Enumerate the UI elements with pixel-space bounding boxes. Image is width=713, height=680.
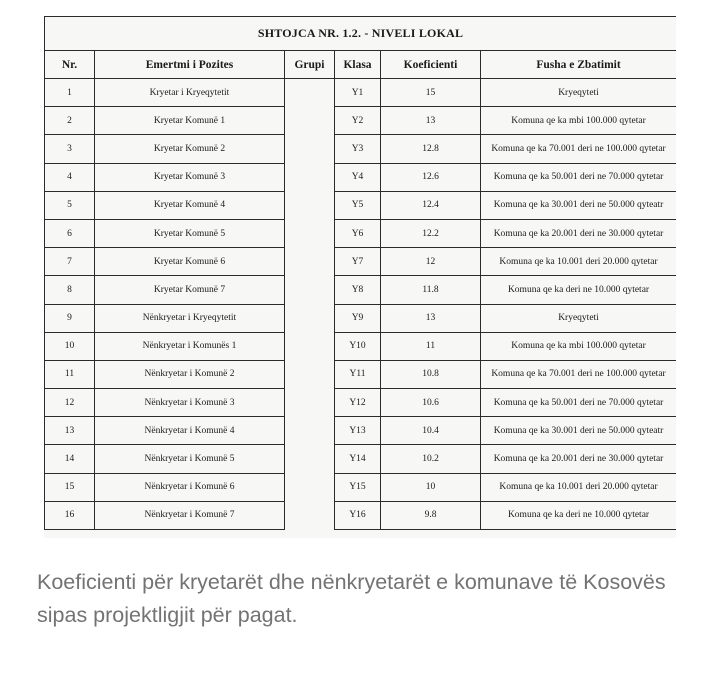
- table-row: [45, 389, 677, 417]
- row-nr: 10: [45, 332, 95, 360]
- row-pozita: Nënkryetar i Komunës 1: [95, 332, 285, 360]
- row-fusha: Komuna qe ka 20.001 deri ne 30.000 qytetar: [481, 445, 677, 473]
- row-nr: 3: [45, 135, 95, 163]
- table-row: [45, 135, 677, 163]
- table-title: SHTOJCA NR. 1.2. - NIVELI LOKAL: [45, 17, 677, 51]
- row-nr: 14: [45, 445, 95, 473]
- row-pozita: Kryetar i Kryeqytetit: [95, 79, 285, 107]
- table-row: [45, 79, 677, 107]
- row-grupi: [285, 360, 335, 388]
- table-row: [45, 473, 677, 501]
- row-klasa: Y7: [335, 248, 381, 276]
- row-grupi: [285, 107, 335, 135]
- row-nr: 9: [45, 304, 95, 332]
- row-koeficienti: 12.8: [381, 135, 481, 163]
- table-row: [45, 276, 677, 304]
- row-grupi: [285, 332, 335, 360]
- table-row: [45, 248, 677, 276]
- row-koeficienti: 13: [381, 107, 481, 135]
- table-row: [45, 219, 677, 247]
- row-nr: 13: [45, 417, 95, 445]
- header-nr: Nr.: [45, 51, 95, 79]
- table-row: [45, 163, 677, 191]
- row-koeficienti: 12: [381, 248, 481, 276]
- table-row: [45, 360, 677, 388]
- table-body: [45, 79, 677, 530]
- row-fusha: Komuna qe ka 30.001 deri ne 50.000 qyteatr: [481, 191, 677, 219]
- row-grupi: [285, 445, 335, 473]
- row-koeficienti: 12.2: [381, 219, 481, 247]
- row-fusha: Kryeqyteti: [481, 304, 677, 332]
- table-row: [45, 304, 677, 332]
- header-koeficienti: Koeficienti: [381, 51, 481, 79]
- header-fusha: Fusha e Zbatimit: [481, 51, 677, 79]
- row-koeficienti: 9.8: [381, 501, 481, 529]
- row-grupi: [285, 501, 335, 529]
- row-pozita: Nënkryetar i Komunë 2: [95, 360, 285, 388]
- row-koeficienti: 10: [381, 473, 481, 501]
- row-fusha: Komuna qe ka 70.001 deri ne 100.000 qytetar: [481, 135, 677, 163]
- row-grupi: [285, 163, 335, 191]
- row-fusha: Kryeqyteti: [481, 79, 677, 107]
- row-klasa: Y3: [335, 135, 381, 163]
- row-klasa: Y8: [335, 276, 381, 304]
- table-header-row: [45, 51, 677, 79]
- header-klasa: Klasa: [335, 51, 381, 79]
- row-grupi: [285, 219, 335, 247]
- row-fusha: Komuna qe ka 10.001 deri 20.000 qytetar: [481, 473, 677, 501]
- row-pozita: Kryetar Komunë 1: [95, 107, 285, 135]
- row-klasa: Y14: [335, 445, 381, 473]
- row-grupi: [285, 304, 335, 332]
- row-fusha: Komuna qe ka deri ne 10.000 qytetar: [481, 276, 677, 304]
- row-klasa: Y16: [335, 501, 381, 529]
- row-pozita: Kryetar Komunë 2: [95, 135, 285, 163]
- row-pozita: Nënkryetar i Komunë 7: [95, 501, 285, 529]
- row-fusha: Komuna qe ka 70.001 deri ne 100.000 qytetar: [481, 360, 677, 388]
- row-pozita: Kryetar Komunë 5: [95, 219, 285, 247]
- document-scan-image: [44, 16, 676, 538]
- row-nr: 7: [45, 248, 95, 276]
- row-pozita: Nënkryetar i Komunë 3: [95, 389, 285, 417]
- row-nr: 11: [45, 360, 95, 388]
- row-fusha: Komuna qe ka mbi 100.000 qytetar: [481, 107, 677, 135]
- row-fusha: Komuna qe ka 50.001 deri ne 70.000 qytetar: [481, 389, 677, 417]
- row-pozita: Nënkryetar i Komunë 5: [95, 445, 285, 473]
- table-row: [45, 501, 677, 529]
- row-grupi: [285, 389, 335, 417]
- row-klasa: Y2: [335, 107, 381, 135]
- row-klasa: Y1: [335, 79, 381, 107]
- row-fusha: Komuna qe ka 30.001 deri ne 50.000 qyteatr: [481, 417, 677, 445]
- row-grupi: [285, 473, 335, 501]
- row-nr: 2: [45, 107, 95, 135]
- row-grupi: [285, 248, 335, 276]
- row-nr: 12: [45, 389, 95, 417]
- row-fusha: Komuna qe ka 20.001 deri ne 30.000 qytetar: [481, 219, 677, 247]
- row-fusha: Komuna qe ka deri ne 10.000 qytetar: [481, 501, 677, 529]
- row-nr: 6: [45, 219, 95, 247]
- row-fusha: Komuna qe ka 50.001 deri ne 70.000 qytetar: [481, 163, 677, 191]
- row-klasa: Y11: [335, 360, 381, 388]
- row-klasa: Y15: [335, 473, 381, 501]
- table-row: [45, 417, 677, 445]
- row-klasa: Y4: [335, 163, 381, 191]
- row-fusha: Komuna qe ka mbi 100.000 qytetar: [481, 332, 677, 360]
- row-nr: 15: [45, 473, 95, 501]
- table-row: [45, 445, 677, 473]
- table-row: [45, 332, 677, 360]
- header-grupi: Grupi: [285, 51, 335, 79]
- row-grupi: [285, 191, 335, 219]
- row-klasa: Y6: [335, 219, 381, 247]
- row-fusha: Komuna qe ka 10.001 deri 20.000 qytetar: [481, 248, 677, 276]
- row-pozita: Kryetar Komunë 3: [95, 163, 285, 191]
- row-klasa: Y12: [335, 389, 381, 417]
- row-nr: 4: [45, 163, 95, 191]
- row-koeficienti: 10.8: [381, 360, 481, 388]
- row-nr: 8: [45, 276, 95, 304]
- row-grupi: [285, 276, 335, 304]
- row-koeficienti: 15: [381, 79, 481, 107]
- row-koeficienti: 10.4: [381, 417, 481, 445]
- row-koeficienti: 11.8: [381, 276, 481, 304]
- row-koeficienti: 11: [381, 332, 481, 360]
- row-koeficienti: 12.6: [381, 163, 481, 191]
- row-pozita: Kryetar Komunë 6: [95, 248, 285, 276]
- salary-coefficient-table: [44, 16, 676, 530]
- row-pozita: Kryetar Komunë 4: [95, 191, 285, 219]
- row-nr: 5: [45, 191, 95, 219]
- table-row: [45, 107, 677, 135]
- header-pozita: Emertmi i Pozites: [95, 51, 285, 79]
- row-nr: 16: [45, 501, 95, 529]
- row-grupi: [285, 79, 335, 107]
- table-row: [45, 191, 677, 219]
- row-koeficienti: 10.2: [381, 445, 481, 473]
- row-pozita: Nënkryetar i Komunë 4: [95, 417, 285, 445]
- row-koeficienti: 12.4: [381, 191, 481, 219]
- row-grupi: [285, 135, 335, 163]
- row-klasa: Y5: [335, 191, 381, 219]
- row-pozita: Nënkryetar i Kryeqytetit: [95, 304, 285, 332]
- row-koeficienti: 13: [381, 304, 481, 332]
- row-nr: 1: [45, 79, 95, 107]
- row-koeficienti: 10.6: [381, 389, 481, 417]
- image-caption: Koeficienti për kryetarët dhe nënkryetarët e komunave të Kosovës sipas projektligjit për pagat.: [37, 570, 666, 627]
- row-klasa: Y9: [335, 304, 381, 332]
- row-klasa: Y13: [335, 417, 381, 445]
- row-klasa: Y10: [335, 332, 381, 360]
- row-pozita: Nënkryetar i Komunë 6: [95, 473, 285, 501]
- row-pozita: Kryetar Komunë 7: [95, 276, 285, 304]
- row-grupi: [285, 417, 335, 445]
